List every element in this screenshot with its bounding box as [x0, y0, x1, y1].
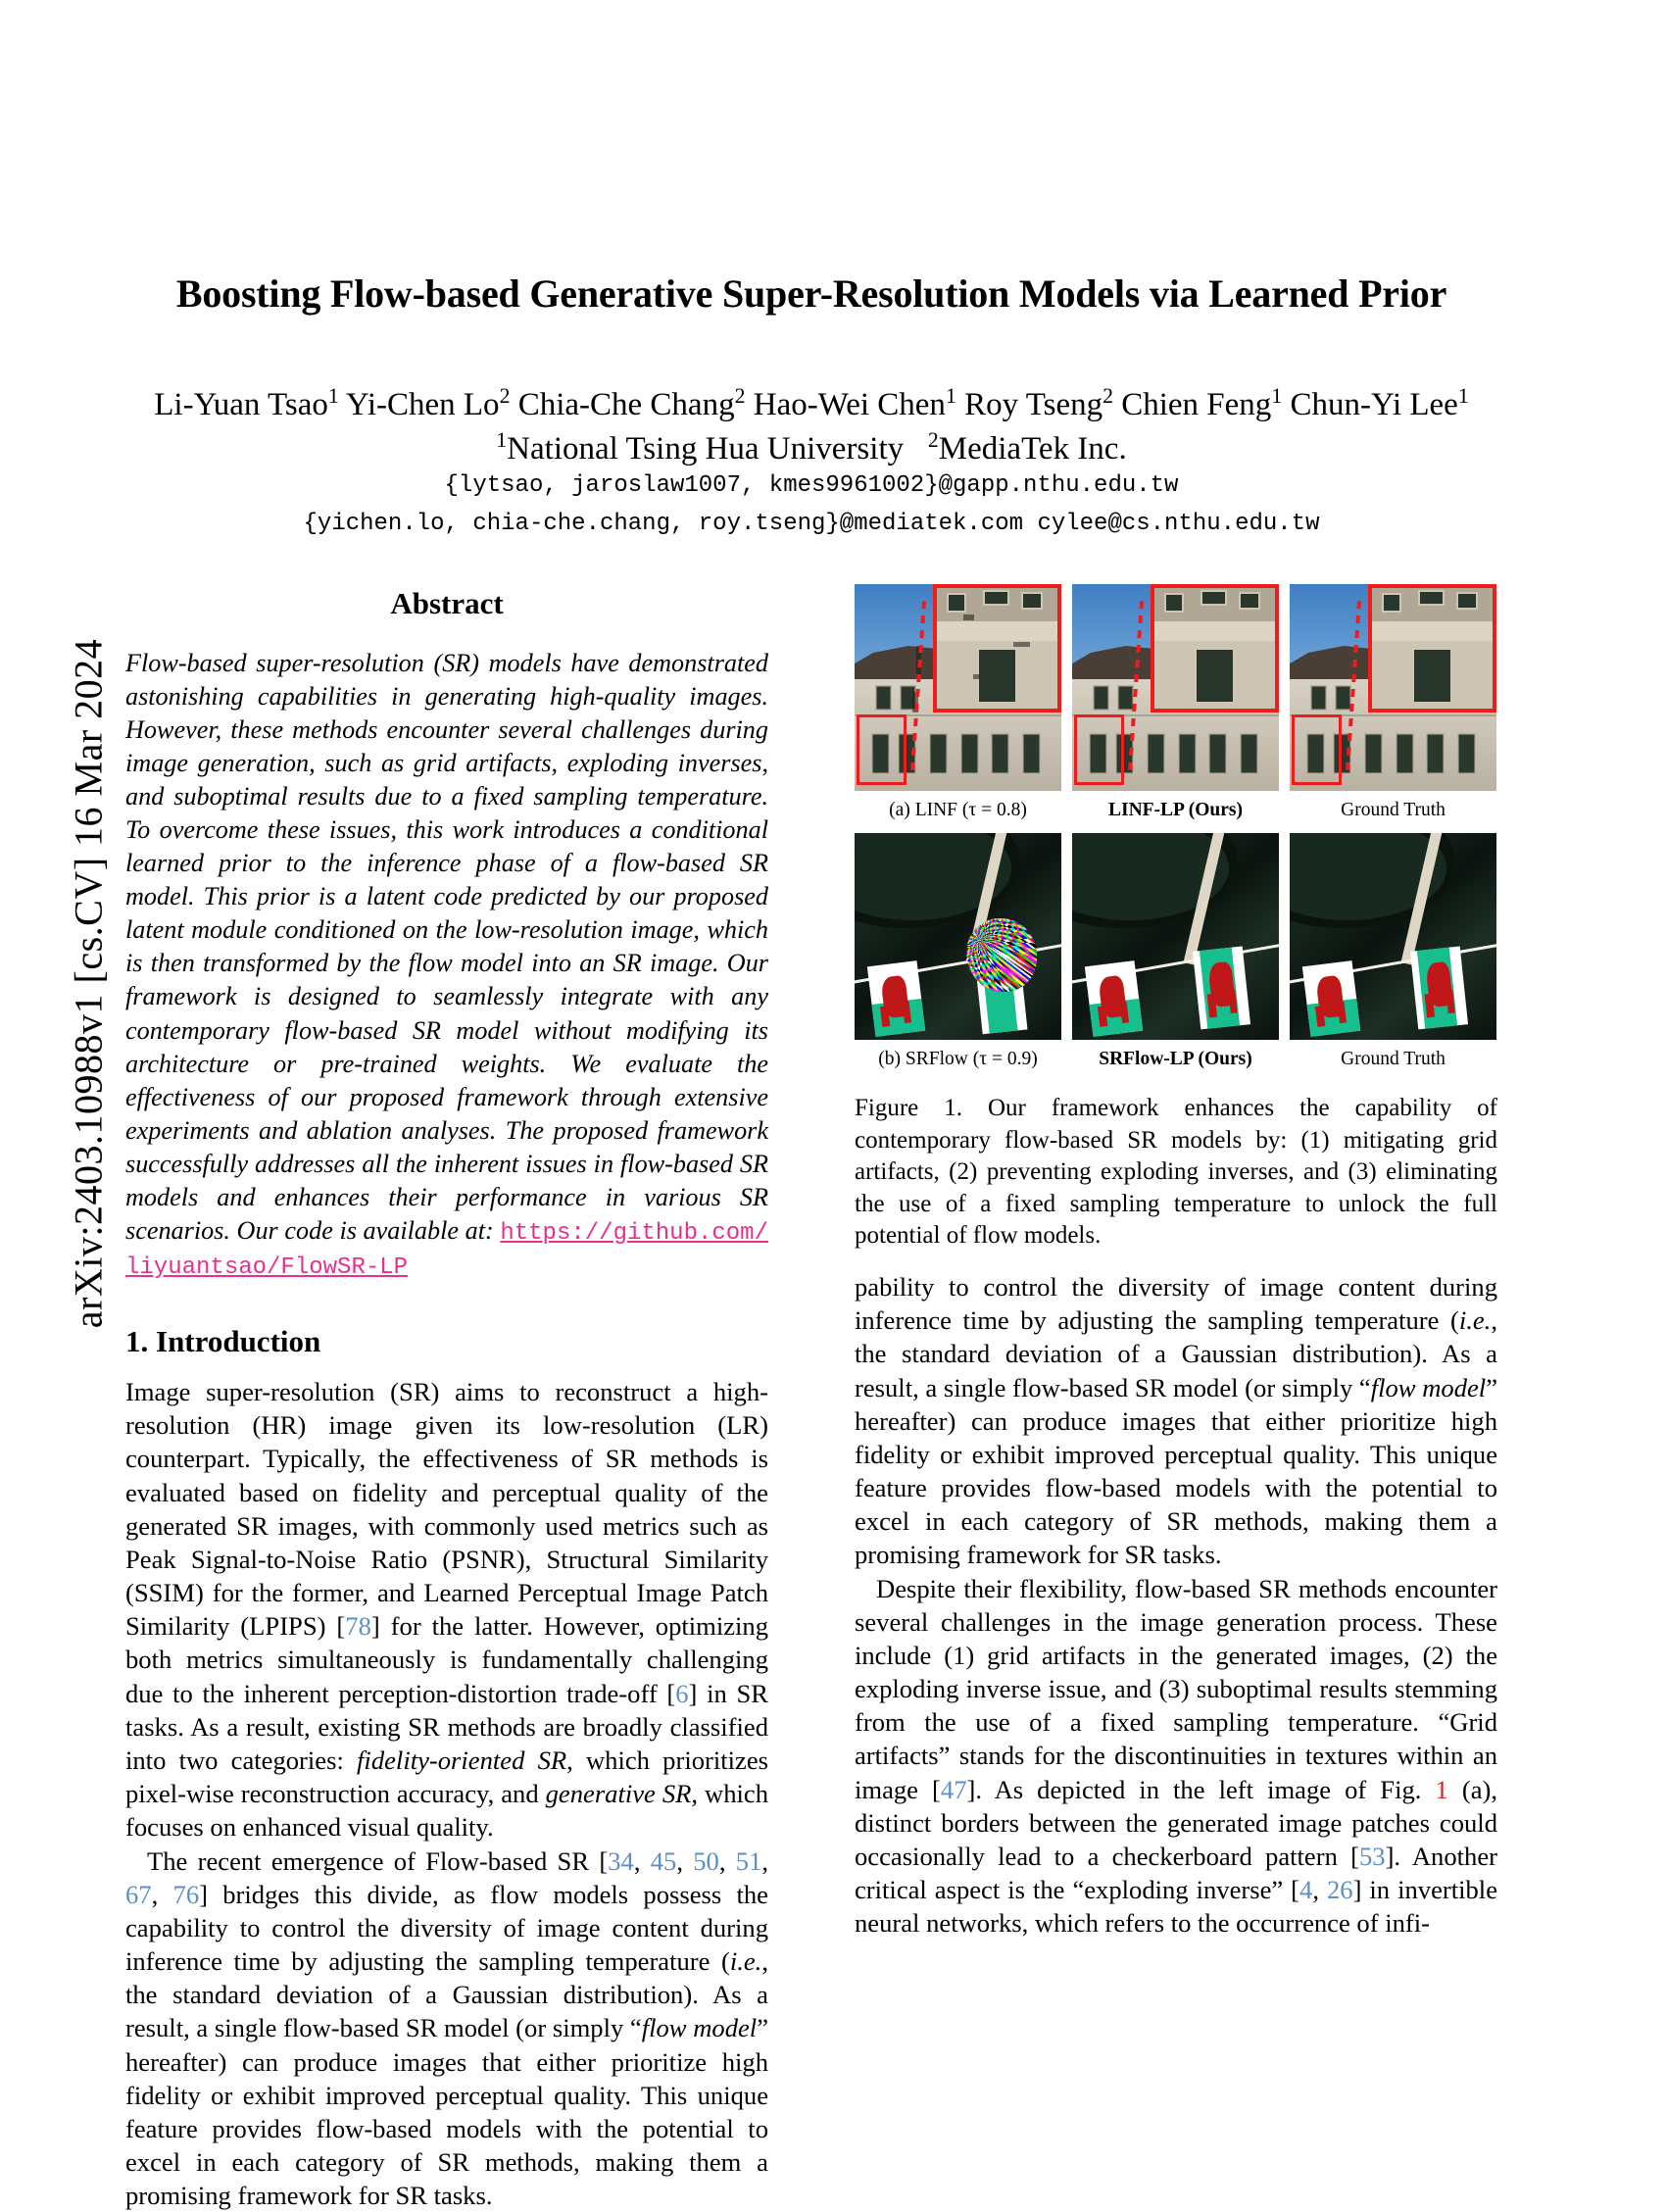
author-7: Chun-Yi Lee: [1290, 387, 1457, 422]
author-7-sup: 1: [1458, 384, 1469, 408]
panel-caption-linf: [855, 800, 1061, 821]
inset-window: [1412, 648, 1453, 703]
window: [1022, 733, 1041, 774]
window: [1396, 733, 1414, 774]
panel-caption-gt-b: Ground Truth: [1290, 1049, 1496, 1070]
citation-51[interactable]: 51: [736, 1846, 762, 1876]
intro-p1-seg4: , which prioritizes pixel-wise reconstruction accuracy, and: [125, 1745, 768, 1808]
figure-caption: Figure 1. Our framework enhances the capability of contemporary flow-based SR models by: (1) mitigating grid artifacts, (2) preventing exploding inverses, and (3) eliminating the use of a fixed sampling temperature to unlock the full potential of flow models.: [855, 1093, 1497, 1253]
flag-left: [1302, 960, 1360, 1036]
term-generative-sr: generative SR: [546, 1779, 692, 1808]
citation-67[interactable]: 67: [125, 1880, 152, 1909]
inset-window: [1456, 592, 1478, 610]
sep: ,: [1312, 1875, 1327, 1904]
author-4-sup: 1: [946, 384, 956, 408]
intro-p2-seg3: , the standard deviation of a Gaussian distribution). As a result, a single flow-based SR model (or simply “: [125, 1946, 768, 2042]
citation-50[interactable]: 50: [693, 1846, 719, 1876]
author-6: Chien Feng: [1121, 387, 1271, 422]
inset-window: [947, 593, 966, 613]
intro-p1-seg5: , which focuses on enhanced visual quality.: [125, 1779, 768, 1842]
panel-caption-srflow: [855, 1049, 1061, 1070]
abstract-text: Flow-based super-resolution (SR) models have demonstrated astonishing capabilities in generating high-quality images. However, these methods encounter several challenges during image generation, such as grid artifacts, exploding inverses, and suboptimal results due to a fixed sampling temperature. To overcome these issues, this work introduces a conditional learned prior to the inference phase of a flow-based SR model. This prior is a latent code predicted by our proposed latent module conditioned on the low-resolution image, which is then transformed by the flow model into an SR image. Our framework is designed to seamlessly integrate with any contemporary flow-based SR model without modifying its architecture or pre-trained weights. We evaluate the effectiveness of our proposed framework through extensive experiments and ablation analyses. The proposed framework successfully addresses all the inherent issues in flow-based SR models and enhances their performance in various SR scenarios. Our code is available at:: [125, 649, 768, 1245]
window: [1457, 733, 1476, 774]
grid-artifact: [973, 674, 980, 679]
intro-p3-seg3: (a), distinct borders between the generated image patches could occasionally lead to a checkerboard pattern [: [855, 1775, 1497, 1871]
window: [1093, 685, 1109, 710]
figure-panel-gt-a: [1290, 584, 1496, 821]
email-line-1: {lytsao, jaroslaw1007, kmes9961002}@gapp.nthu.edu.tw: [125, 472, 1497, 499]
image-ground-truth-a: [1290, 584, 1496, 791]
author-5-sup: 2: [1102, 384, 1113, 408]
window: [1364, 733, 1383, 774]
flag-left: [1085, 960, 1143, 1036]
window: [1426, 733, 1445, 774]
citation-26[interactable]: 26: [1327, 1875, 1353, 1904]
image-srflow: [855, 833, 1061, 1040]
figure-panel-linf: [855, 584, 1061, 821]
panel-index: (b): [878, 1049, 906, 1069]
paper-page: [125, 0, 1497, 2156]
figure-row-a: [855, 584, 1497, 821]
window: [1178, 733, 1197, 774]
window: [929, 733, 948, 774]
intro-paragraph-1: [125, 1375, 768, 1843]
sep: ,: [761, 1846, 768, 1876]
inset-window: [977, 648, 1018, 703]
intro-p3-seg2: ]. As depicted in the left image of Fig.: [966, 1775, 1435, 1804]
window: [960, 733, 979, 774]
term-ie: i.e.: [730, 1946, 762, 1976]
sep: ,: [152, 1880, 173, 1909]
annotation-box-lower: [857, 714, 906, 785]
affiliation-2: MediaTek Inc.: [939, 431, 1127, 467]
figure-panel-srflow: [855, 833, 1061, 1070]
intro-p1-seg2: ] for the latter. However, optimizing both metrics simultaneously is fundamentally challenging due to the inherent perception-distortion trade-off [: [125, 1611, 768, 1707]
inset-window: [983, 590, 1009, 606]
author-5: Roy Tseng: [964, 387, 1102, 422]
window: [1310, 685, 1327, 710]
annotation-box-lower: [1074, 714, 1124, 785]
citation-4[interactable]: 4: [1299, 1875, 1312, 1904]
flag-left: [867, 960, 925, 1036]
panel-caption-linf-lp: LINF-LP (Ours): [1072, 800, 1279, 821]
term-flow-model: flow model: [642, 2013, 757, 2042]
citation-78[interactable]: 78: [345, 1611, 371, 1641]
author-2: Yi-Chen Lo: [346, 387, 500, 422]
affiliation-2-sup: 2: [928, 428, 939, 452]
exploding-inverse-noise-artifact: [966, 918, 1037, 993]
figure-panel-linf-lp: [1072, 584, 1279, 821]
author-2-sup: 2: [500, 384, 511, 408]
author-4: Hao-Wei Chen: [754, 387, 946, 422]
inset-band: [1372, 621, 1493, 641]
inset-window: [1164, 593, 1184, 613]
window: [875, 685, 892, 710]
inset-window: [1195, 648, 1236, 703]
author-3: Chia-Che Chang: [518, 387, 735, 422]
window: [1147, 733, 1165, 774]
intro-paragraph-2-continued: [855, 1270, 1497, 1572]
affiliation-1-sup: 1: [496, 428, 507, 452]
image-linf: [855, 584, 1061, 791]
sep: ,: [676, 1846, 693, 1876]
zoom-inset-box: [1368, 584, 1496, 713]
abstract-heading: Abstract: [125, 584, 768, 623]
intro-p2-continuation: pability to control the diversity of image content during inference time by adjusting the sampling temperature (i.e., the standard deviation of a Gaussian distribution). As a result, a single flow-based SR model (or simply “flow model” hereafter) can produce images that either prioritize high fidelity or exhibit improved perceptual quality. This unique feature provides flow-based models with the potential to excel in each category of SR methods, making them a promising framework for SR tasks.: [855, 1272, 1497, 1569]
authors-line: [125, 384, 1497, 427]
inset-band: [937, 621, 1057, 641]
citation-47[interactable]: 47: [941, 1775, 967, 1804]
intro-paragraph-2: [125, 1844, 768, 2212]
flag-right: [1193, 947, 1250, 1030]
intro-p3-seg1: Despite their flexibility, flow-based SR methods encounter several challenges in the image generation process. These include (1) grid artifacts in the generated images, (2) the exploding inverse issue, and (3) suboptimal results stemming from the use of a fixed sampling temperature. “Grid artifacts” stands for the discontinuities in textures within an image [: [855, 1574, 1497, 1804]
author-1: Li-Yuan Tsao: [154, 387, 328, 422]
citation-34[interactable]: 34: [608, 1846, 634, 1876]
arxiv-stamp: arXiv:2403.10988v1 [cs.CV] 16 Mar 2024: [66, 494, 112, 1474]
code-url-link[interactable]: https://github.com/liyuantsao/FlowSR-LP: [125, 1220, 768, 1281]
intro-p2-seg2: ] bridges this divide, as flow models possess the capability to control the diversity of image content during inference time by adjusting the sampling temperature (: [125, 1880, 768, 1976]
panel-label: LINF (τ = 0.8): [915, 800, 1027, 820]
image-ground-truth-b: [1290, 833, 1496, 1040]
abstract-body: [125, 647, 768, 1283]
section-heading-introduction: 1. Introduction: [125, 1322, 768, 1361]
figure-row-b: [855, 833, 1497, 1070]
intro-p3-seg5: ] in invertible neural networks, which refers to the occurrence of infi-: [855, 1875, 1497, 1938]
inset-window: [1418, 590, 1445, 606]
author-6-sup: 1: [1271, 384, 1282, 408]
inset-window: [1382, 593, 1401, 613]
author-1-sup: 1: [328, 384, 339, 408]
sep: ,: [719, 1846, 736, 1876]
term-fidelity-oriented-sr: fidelity-oriented SR: [357, 1745, 566, 1775]
page-title: Boosting Flow-based Generative Super-Resolution Models via Learned Prior: [125, 272, 1497, 316]
intro-p1-seg3: ] in SR tasks. As a result, existing SR methods are broadly classified into two categories:: [125, 1679, 768, 1775]
figure-reference-1[interactable]: 1: [1436, 1775, 1448, 1804]
figure-panel-gt-b: [1290, 833, 1496, 1070]
figure-1: [855, 584, 1497, 1253]
flag-right: [1410, 947, 1468, 1030]
grid-artifact: [963, 614, 974, 620]
sep: ,: [634, 1846, 651, 1876]
author-3-sup: 2: [735, 384, 746, 408]
zoom-inset-box: [1151, 584, 1279, 713]
window: [991, 733, 1009, 774]
inset-band: [1154, 621, 1275, 641]
citation-45[interactable]: 45: [651, 1846, 677, 1876]
left-column: [125, 584, 768, 2212]
grid-artifact: [1013, 642, 1030, 647]
right-column: [855, 1270, 1497, 1940]
panel-caption-srflow-lp: SRFlow-LP (Ours): [1072, 1049, 1279, 1070]
intro-p3-seg4: ]. Another critical aspect is the “exploding inverse” [: [855, 1842, 1497, 1904]
annotation-box-lower: [1292, 714, 1342, 785]
affiliation-1: National Tsing Hua University: [507, 431, 904, 467]
citation-6[interactable]: 6: [675, 1679, 688, 1708]
inset-window: [1200, 590, 1227, 606]
email-line-2: {yichen.lo, chia-che.chang, roy.tseng}@mediatek.com cylee@cs.nthu.edu.tw: [125, 511, 1497, 537]
image-srflow-lp: [1072, 833, 1279, 1040]
image-linf-lp: [1072, 584, 1279, 791]
panel-caption-gt-a: Ground Truth: [1290, 800, 1496, 821]
citation-53[interactable]: 53: [1359, 1842, 1386, 1871]
window: [1240, 733, 1258, 774]
inset-window: [1021, 592, 1043, 610]
intro-p2-seg1: The recent emergence of Flow-based SR [: [147, 1846, 608, 1876]
affiliations-line: [125, 428, 1497, 471]
panel-index: (a): [889, 800, 915, 820]
citation-76[interactable]: 76: [173, 1880, 200, 1909]
intro-p1-seg1: Image super-resolution (SR) aims to reconstruct a high-resolution (HR) image given its low-resolution (LR) counterpart. Typically, the effectiveness of SR methods is evaluated based on fidelity and perceptual quality of the generated SR images, with commonly used metrics such as Peak Signal-to-Noise Ratio (PSNR), Structural Similarity (SSIM) for the former, and Learned Perceptual Image Patch Similarity (LPIPS) [: [125, 1377, 768, 1641]
inset-window: [1239, 592, 1260, 610]
window: [1208, 733, 1227, 774]
figure-row-spacer: [855, 821, 1497, 833]
panel-label: SRFlow (τ = 0.9): [906, 1049, 1038, 1069]
figure-panel-srflow-lp: [1072, 833, 1279, 1070]
intro-paragraph-3: [855, 1572, 1497, 1941]
zoom-inset-box: [933, 584, 1061, 713]
intro-p2-seg4: ” hereafter) can produce images that either prioritize high fidelity or exhibit improved perceptual quality. This unique feature provides flow-based models with the potential to excel in each category of SR methods, making them a promising framework for SR tasks.: [125, 2013, 768, 2210]
